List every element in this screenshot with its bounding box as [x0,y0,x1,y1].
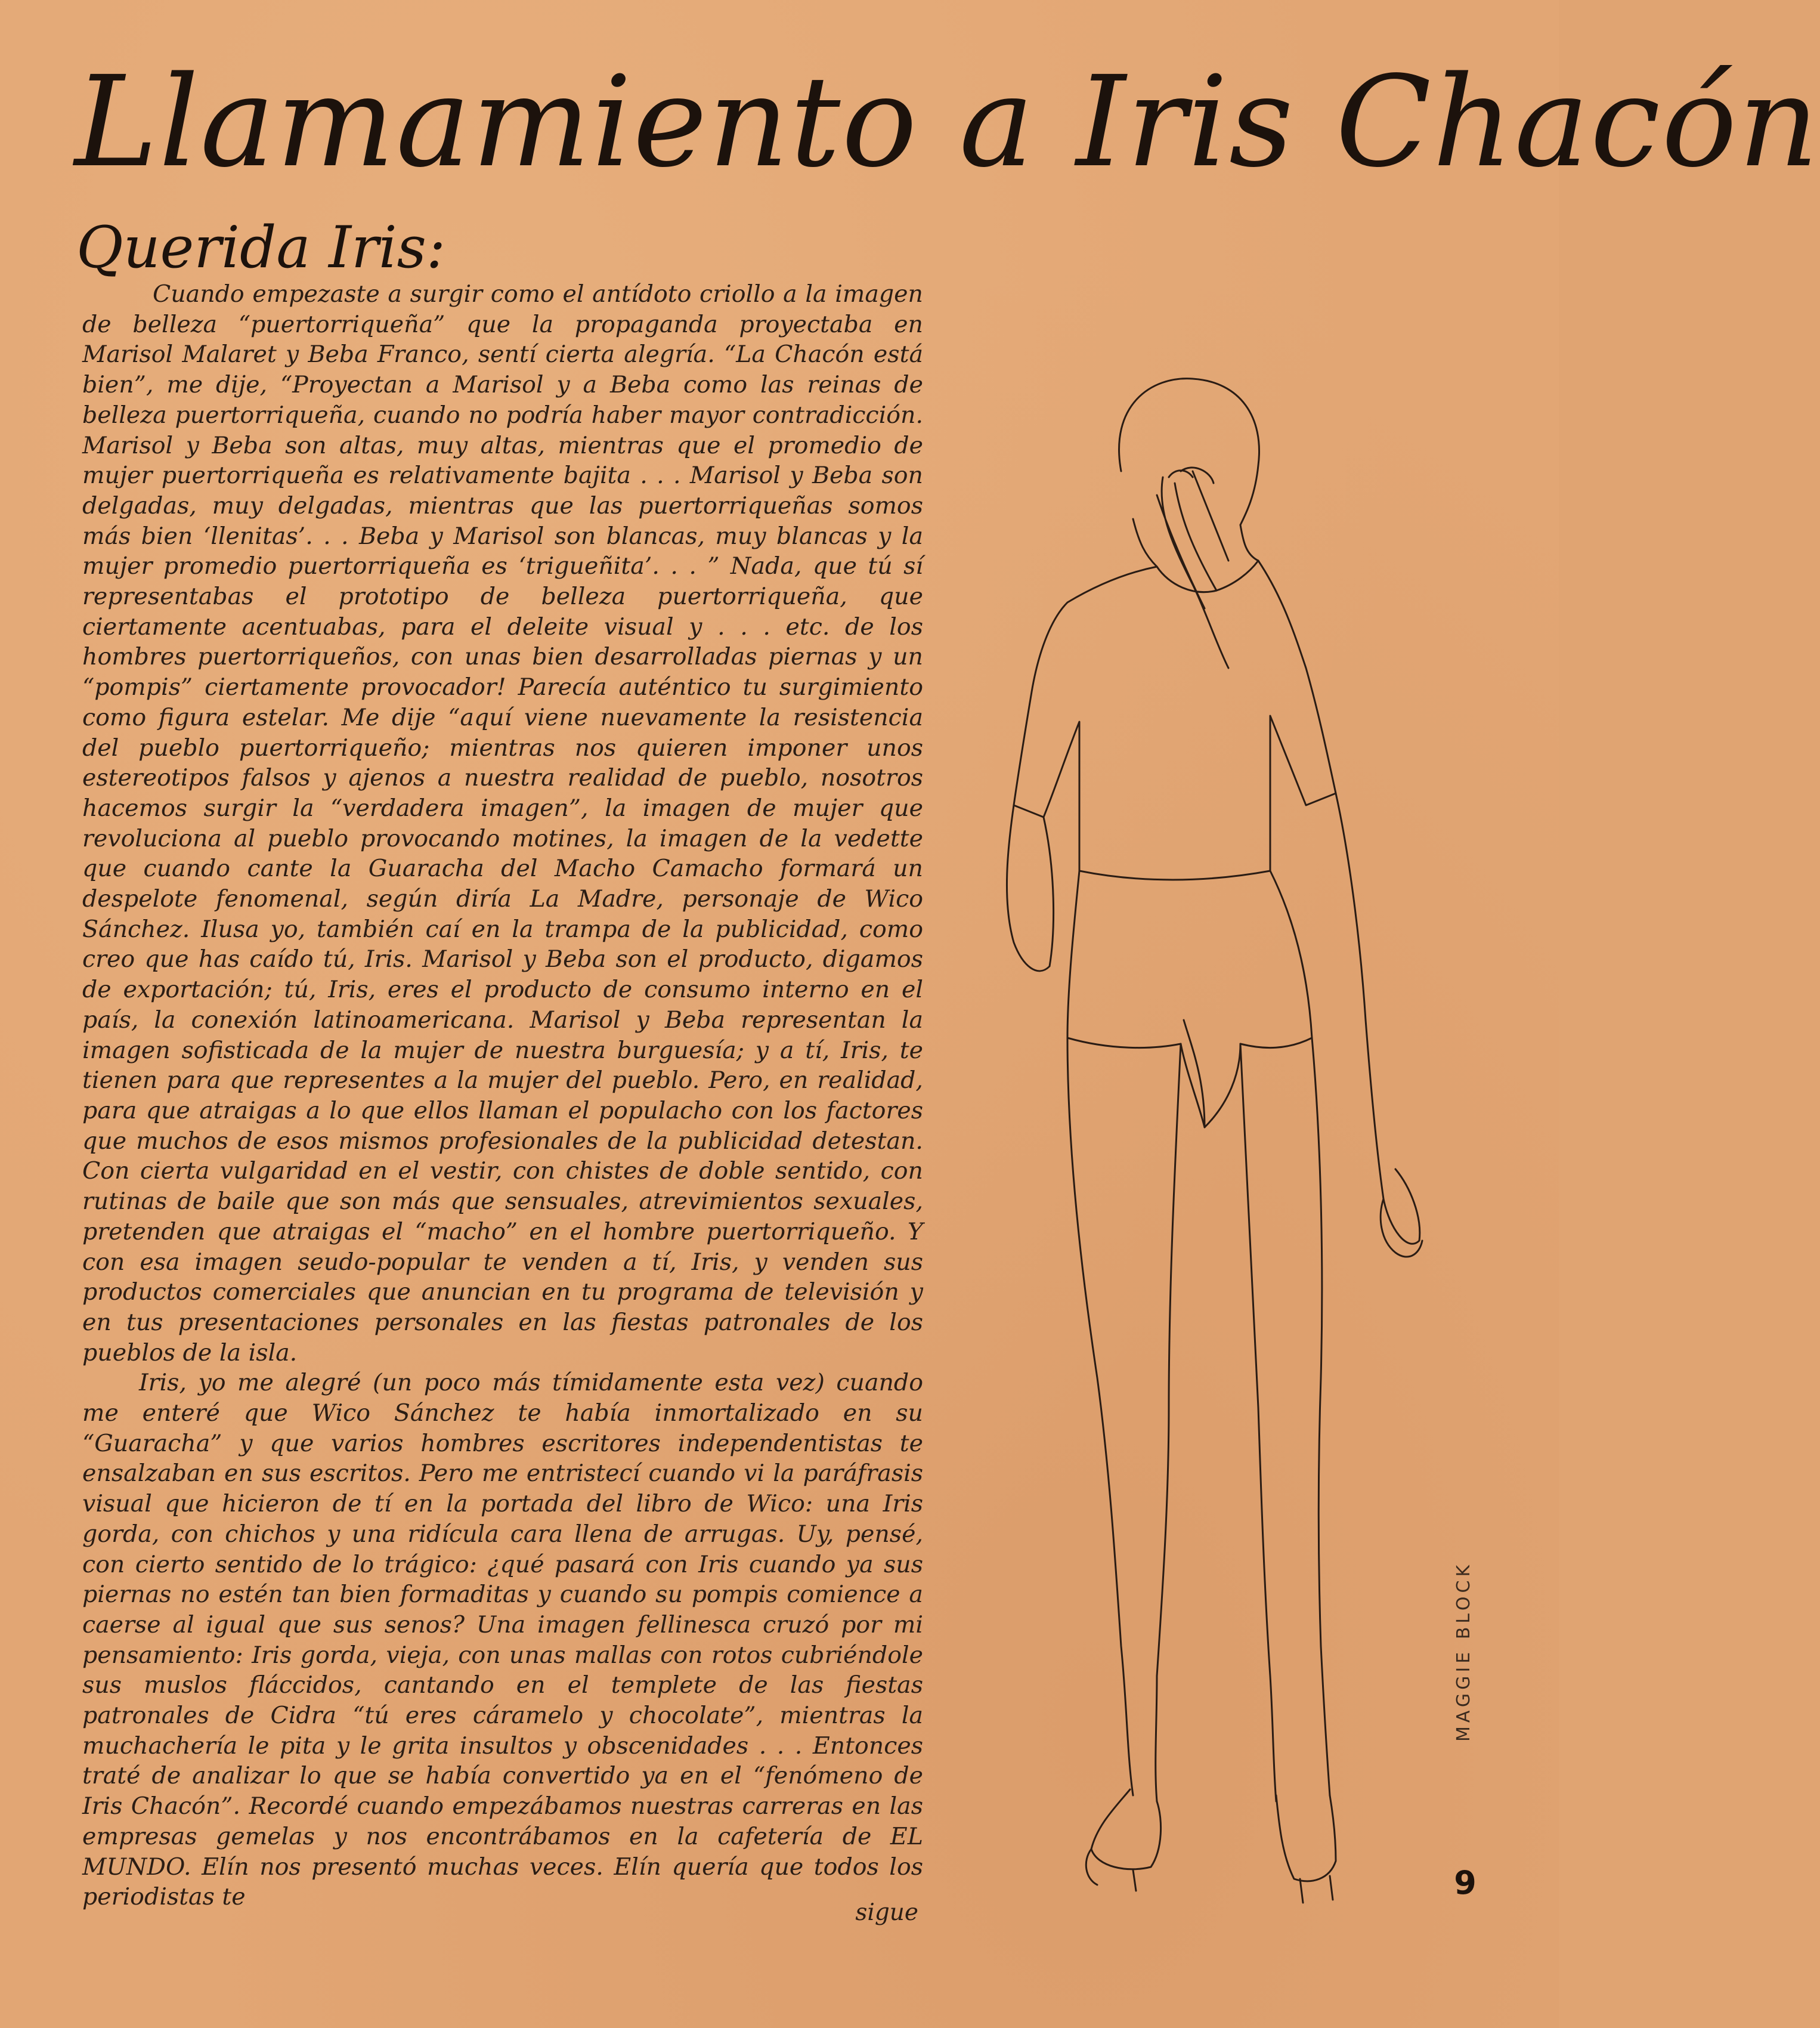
right-leg-inner [1240,1044,1276,1801]
continued-label: sigue [855,1899,918,1926]
left-arm [1007,805,1053,971]
right-shoe [1276,1795,1336,1881]
neck [1133,519,1258,567]
page-number: 9 [1454,1864,1477,1902]
ponytail [1157,471,1228,668]
left-leg-inner [1156,1044,1181,1801]
headline: Llamamiento a Iris Chacón [75,49,1820,195]
shorts [1067,871,1312,1127]
left-leg [1067,1038,1133,1795]
paragraph-1: Cuando empezaste a surgir como el antídoto criollo a la imagen de belleza “puertorriqueña” que la propaganda proyectaba en Marisol Malaret y Beba Franco, sentí cierta alegría. “La Chacón está bien”, me dije, “Proyectan a Marisol y a Beba como las reinas de belleza puertorriqueña, cuando no podría haber mayor contradicción. Marisol y Beba son altas, muy altas, mientras que el promedio de mujer puertorriqueña es relativamente bajita . . . Marisol y Beba son delgadas, muy delgadas, mientras que las puertorriqueñas somos más bien ‘llenitas’. . . Beba y Marisol son blancas, muy blancas y la mujer promedio puertorriqueña es ‘trigueñita’. . . ” Nada, que tú sí representabas el prototipo de belleza puertorriqueña, que ciertamente acentuabas, para el deleite visual y . . . etc. de los hombres puertorriqueños, con unas bien desarrolladas piernas y un “pompis” ciertamente provocador! Parecía auténtico tu surgimiento como figura estelar. Me dije “aquí viene nuevamente la resistencia del pueblo puertorriqueño; mientras nos quieren imponer unos estereotipos falsos y ajenos a nuestra realidad de pueblo, nosotros hacemos surgir la “verdadera imagen”, la imagen de mujer que revoluciona al pueblo provocando motines, la imagen de la vedette que cuando cante la Guaracha del Macho Camacho formará un despelote fenomenal, según diría La Madre, personaje de Wico Sánchez. Ilusa yo, también caí en la trampa de la publicidad, como creo que has caído tú, Iris. Marisol y Beba son el producto, digamos de exportación; tú, Iris, eres el producto de consumo interno en el país, la conexión latinoamericana. Marisol y Beba representan la imagen sofisticada de la mujer de nuestra burguesía; y a tí, Iris, te tienen para que representes a la mujer del pueblo. Pero, en realidad, para que atraigas a lo que ellos llaman el populacho con los factores que muchos de esos mismos profesionales de la publicidad detestan. Con cierta vulgaridad en el vestir, con chistes de doble sentido, con rutinas de baile que son más que sensuales, atrevimientos sexuales, pretenden que atraigas el “macho” en el hombre puertorriqueño. Y con esa imagen seudo-popular te venden a tí, Iris, y venden sus productos comerciales que anuncian en tu programa de televisión y en tus presentaciones personales en las fiestas patronales de los pueblos de la isla. [82,280,923,1367]
head-outline [1119,379,1259,525]
paragraph-2: Iris, yo me alegré (un poco más tímidamente esta vez) cuando me enteré que Wico Sánchez te había inmortalizado en su “Guaracha” y que varios hombres escritores independentistas te ensalzaban en sus escritos. Pero me entristecí cuando vi la paráfrasis visual que hicieron de tí en la portada del libro de Wico: una Iris gorda, con chichos y una ridícula cara llena de arrugas. Uy, pensé, con cierto sentido de lo trágico: ¿qué pasará con Iris cuando ya sus piernas no estén tan bien formaditas y cuando su pompis comience a caerse al igual que sus senos? Una imagen fellinesca cruzó por mi pensamiento: Iris gorda, vieja, con unas mallas con rotos cubriéndole sus muslos fláccidos, cantando en el templete de las fiestas patronales de Cidra “tú eres cáramelo y chocolate”, mientras la muchachería le pita y le grita insultos y obscenidades . . . Entonces traté de analizar lo que se había convertido ya en el “fenómeno de Iris Chacón”. Recordé cuando empezábamos nuestras carreras en las empresas gemelas y nos encontrábamos en la cafetería de EL MUNDO. Elín nos presentó muchas veces. Elín quería que todos los periodistas te [82,1369,923,1911]
woman-line-drawing-illustration [978,334,1497,1921]
collar [1157,561,1258,592]
salutation: Querida Iris: [76,214,446,281]
right-arm [1336,793,1420,1244]
blouse [1014,561,1336,880]
left-shoe [1091,1789,1161,1869]
hair-tie [1169,468,1214,483]
illustration-credit: MAGGIE BLOCK [1453,1561,1474,1742]
shorts-seam [1184,1020,1205,1127]
right-leg [1312,1038,1330,1795]
article-body [82,279,923,1912]
